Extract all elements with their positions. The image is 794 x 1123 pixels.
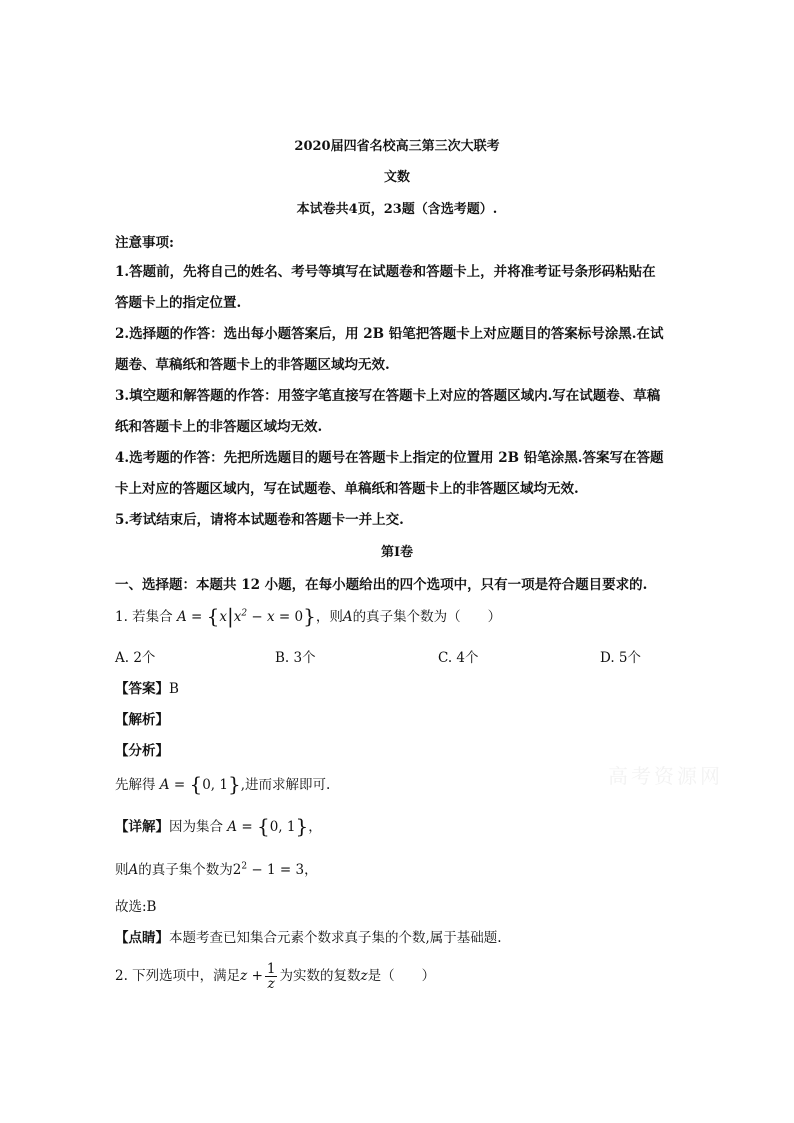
fenxi-pre: 先解得 [115, 777, 160, 793]
then-mid: 的真子集个数为 [138, 862, 233, 878]
fenxi-text [115, 772, 685, 796]
question-2 [115, 962, 685, 991]
answer-value: B [169, 681, 179, 697]
comment-text [115, 926, 685, 946]
q1-option-b: B. 3个 [275, 650, 316, 666]
note-2-line-1: 2.选择题的作答：选出每小题答案后，用 2B 铅笔把答题卡上对应题目的答案标号涂黑.在试 [115, 326, 664, 342]
fenxi-post: ,进而求解即可. [240, 777, 331, 793]
comment-body: 本题考查已知集合元素个数求真子集的个数,属于基础题. [169, 930, 502, 946]
then-set-a: A [128, 862, 139, 878]
watermark-text: 高考资源网 [608, 764, 723, 788]
note-1-line-1: 1.答题前，先将自己的姓名、考号等填写在试题卷和答题卡上，并将准考证号条形码粘贴在 [115, 264, 656, 280]
detail-post: ， [308, 819, 322, 835]
exam-title: 2020届四省名校高三第三次大联考 [294, 139, 500, 154]
choose-text: 故选:B [115, 899, 157, 915]
q1-set-formula: $A = \{x|x^2 - x = 0\}$ [176, 604, 316, 628]
volume-label: 第Ⅰ卷 [380, 545, 414, 560]
q2-formula: z + $\frac{1}{z}$ [240, 961, 276, 992]
q2-suffix: 是（ ） [367, 968, 436, 984]
note-4-line-1: 4.选考题的作答：先把所选题目的题号在答题卡上指定的位置用 2B 铅笔涂黑.答案写在答题 [115, 450, 664, 466]
answer-label: 【答案】 [115, 681, 169, 697]
exam-subject: 文数 [383, 170, 410, 185]
q1-suffix2: 的真子集个数为（ ） [352, 609, 502, 625]
detail-pre: 因为集合 [169, 819, 228, 835]
q1-set-a: A [342, 609, 353, 625]
fenxi-label: 【分析】 [115, 743, 169, 759]
section-heading: 一、选择题：本题共 12 小题，在每小题给出的四个选项中，只有一项是符合题目要求的. [115, 577, 648, 593]
note-4-line-2: 卡上对应的答题区域内，写在试题卷、单稿纸和答题卡上的非答题区域均无效. [115, 481, 579, 497]
q2-var-z: z [360, 968, 368, 984]
detail-label: 【详解】 [115, 819, 169, 835]
note-5-line-1: 5.考试结束后，请将本试题卷和答题卡一并上交. [115, 512, 404, 528]
q2-prefix: 2. 下列选项中，满足 [115, 968, 241, 984]
q1-suffix: ，则 [315, 609, 343, 625]
q1-option-d: D. 5个 [600, 650, 642, 666]
then-pre: 则 [115, 862, 129, 878]
then-post: ， [304, 862, 318, 878]
q1-prefix: 1. 若集合 [115, 609, 177, 625]
q1-answer [115, 677, 685, 697]
exam-info: 本试卷共4页，23题（含选考题）. [296, 202, 498, 217]
notes-heading: 注意事项: [115, 235, 174, 251]
q1-option-c: C. 4个 [438, 650, 479, 666]
note-3-line-2: 纸和答题卡上的非答题区域均无效. [115, 419, 323, 435]
detail-text [115, 814, 685, 838]
question-1 [115, 604, 685, 628]
note-1-line-2: 答题卡上的指定位置. [115, 295, 242, 311]
note-2-line-2: 题卷、草稿纸和答题卡上的非答题区域均无效. [115, 357, 390, 373]
detail-formula: A = {0, 1} [227, 814, 309, 838]
q2-mid: 为实数的复数 [279, 968, 361, 984]
then-formula: $2^2 - 1 = 3$ [232, 861, 305, 878]
then-text [115, 858, 685, 878]
analysis-label: 【解析】 [115, 712, 169, 728]
note-3-line-1: 3.填空题和解答题的作答：用签字笔直接写在答题卡上对应的答题区域内.写在试题卷、草稿 [115, 388, 661, 404]
comment-label: 【点睛】 [115, 930, 169, 946]
q1-option-a: A. 2个 [115, 650, 156, 666]
fenxi-formula: A = {0, 1} [159, 772, 241, 796]
